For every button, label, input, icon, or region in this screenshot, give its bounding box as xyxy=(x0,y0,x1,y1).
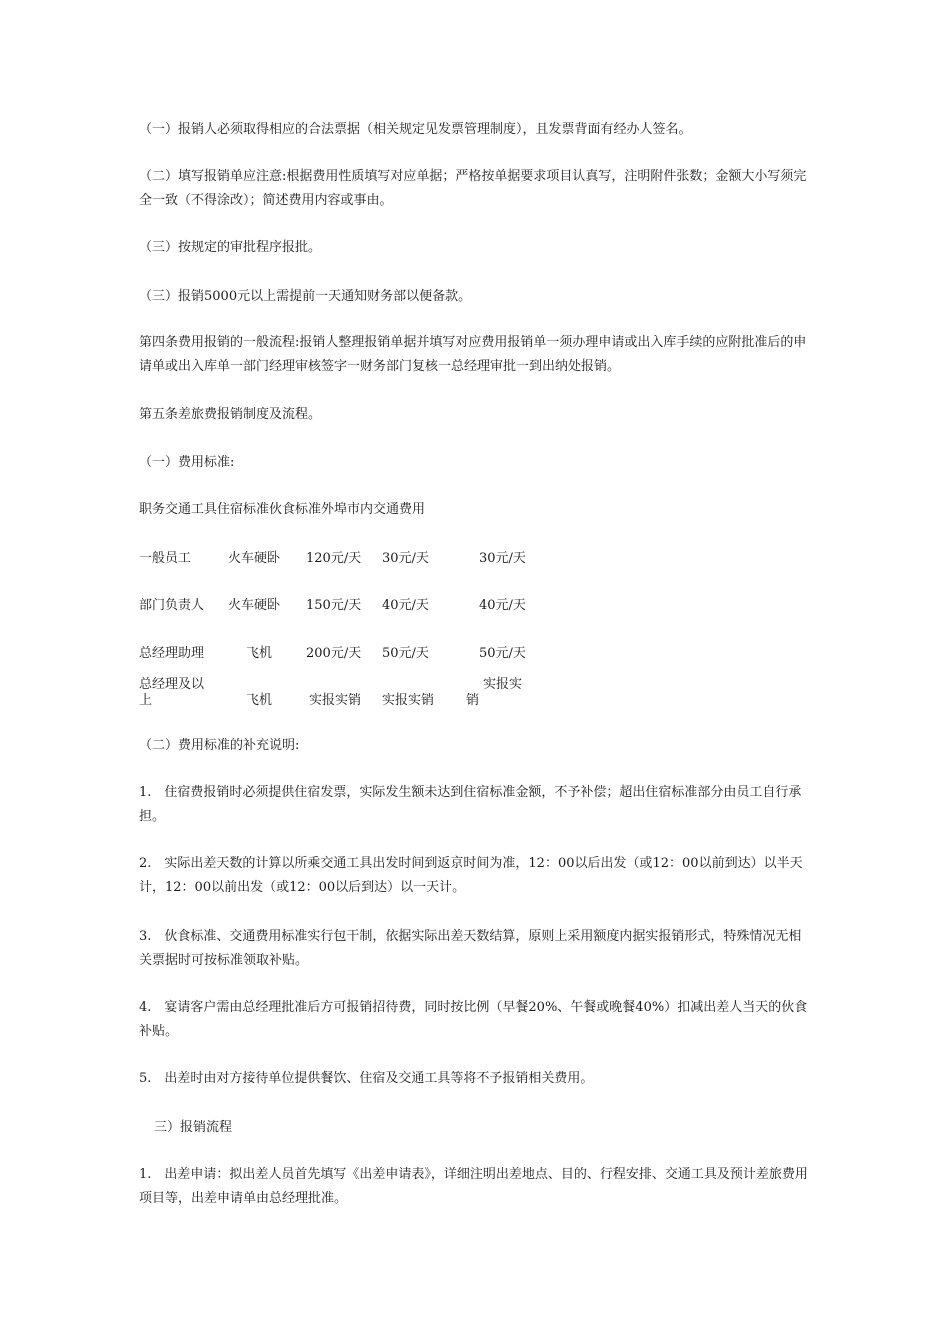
supplement-item-1: 1. 住宿费报销时必须提供住宿发票，实际发生额未达到住宿标准金额，不予补偿；超出住宿标准部分由员工自行承担。 xyxy=(139,785,802,824)
lodging-cell: 120元/天 xyxy=(306,551,362,566)
section-supplementary-heading: （二）费用标准的补充说明: xyxy=(139,738,300,753)
paragraph-advance-notice: （三）报销5000元以上需提前一天通知财务部以便备款。 xyxy=(139,289,472,304)
position-cell: 总经理助理 xyxy=(139,646,205,661)
local-transport-cell-line1: 实报实 xyxy=(483,677,523,692)
transport-cell: 火车硬卧 xyxy=(228,551,281,566)
paragraph-form-filling: （二）填写报销单应注意:根据费用性质填写对应单据；严格按单据要求项目认真写，注明附件张数；金额大小写须完全一致（不得涂改）；简述费用内容或事由。 xyxy=(139,169,807,208)
article-four-general-process: 第四条费用报销的一般流程:报销人整理报销单据并填写对应费用报销单一须办理申请或出入库手续的应附批准后的申请单或出入库单一部门经理审核签字一财务部门复核一总经理审批一到出纳处报销。 xyxy=(139,335,807,374)
supplement-item-3: 3. 伙食标准、交通费用标准实行包干制，依据实际出差天数结算，原则上采用额度内据实报销形式，特殊情况无相关票据时可按标准领取补贴。 xyxy=(139,929,802,968)
article-five-heading: 第五条差旅费报销制度及流程。 xyxy=(139,407,322,422)
local-transport-cell: 30元/天 xyxy=(479,551,526,566)
process-item-1: 1. 出差申请：拟出差人员首先填写《出差申请表》，详细注明出差地点、目的、行程安排、交通工具及预计差旅费用项目等，出差申请单由总经理批准。 xyxy=(139,1167,808,1206)
paragraph-approval-procedure: （三）按规定的审批程序报批。 xyxy=(139,240,322,255)
transport-cell: 飞机 xyxy=(246,646,273,661)
meals-cell: 50元/天 xyxy=(382,646,429,661)
position-cell-line1: 总经理及以 xyxy=(139,677,205,692)
lodging-cell: 150元/天 xyxy=(306,598,362,613)
local-transport-cell: 40元/天 xyxy=(479,598,526,613)
lodging-cell: 200元/天 xyxy=(306,646,362,661)
local-transport-cell-line2: 销 xyxy=(466,693,480,708)
transport-cell: 火车硬卧 xyxy=(228,598,281,613)
supplement-item-5: 5. 出差时由对方接待单位提供餐饮、住宿及交通工具等将不予报销相关费用。 xyxy=(139,1071,594,1086)
paragraph-invoice-requirement: （一）报销人必须取得相应的合法票据（相关规定见发票管理制度），且发票背面有经办人签名。 xyxy=(139,122,692,137)
supplement-item-4: 4. 宴请客户需由总经理批准后方可报销招待费，同时按比例（早餐20%、午餐或晚餐40%）扣减出差人当天的伙食补贴。 xyxy=(139,1000,808,1039)
lodging-cell: 实报实销 xyxy=(309,693,362,708)
position-cell: 一般员工 xyxy=(139,551,192,566)
meals-cell: 40元/天 xyxy=(382,598,429,613)
meals-cell: 实报实销 xyxy=(382,693,435,708)
transport-cell: 飞机 xyxy=(246,693,273,708)
position-cell: 部门负责人 xyxy=(139,598,205,613)
position-cell-line2: 上 xyxy=(139,693,153,708)
section-reimbursement-process-heading: 三）报销流程 xyxy=(154,1120,233,1135)
section-expense-standard-heading: （一）费用标准: xyxy=(139,455,235,470)
supplement-item-2: 2. 实际出差天数的计算以所乘交通工具出发时间到返京时间为准，12：00以后出发（或12：00以前到达）以半天计，12：00以前出发（或12：00以后到达）以一天计。 xyxy=(139,856,803,895)
meals-cell: 30元/天 xyxy=(382,551,429,566)
table-header-line: 职务交通工具住宿标准伙食标准外埠市内交通费用 xyxy=(139,502,426,517)
local-transport-cell: 50元/天 xyxy=(479,646,526,661)
